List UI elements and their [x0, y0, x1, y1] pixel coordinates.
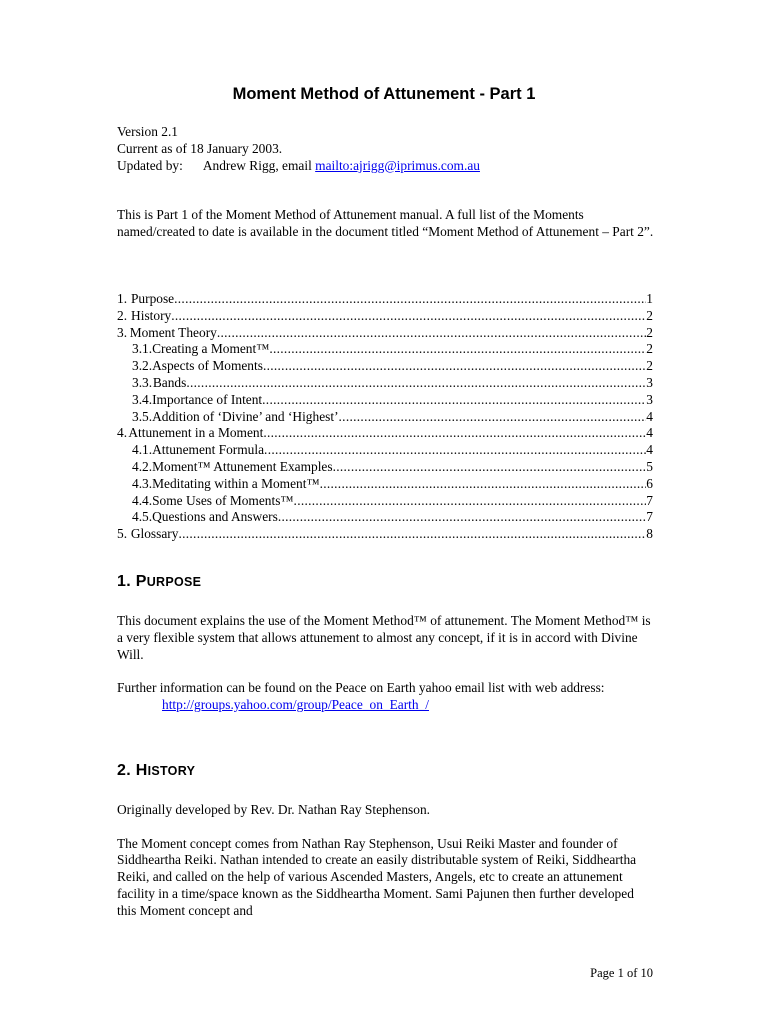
toc-entry[interactable]: [117, 509, 653, 526]
toc-entry-page: 4: [646, 408, 653, 424]
document-title: Moment Method of Attunement - Part 1: [232, 85, 536, 103]
toc-entry[interactable]: [117, 409, 653, 426]
toc-entry-page: 2: [646, 324, 653, 340]
toc-entry-page: 7: [646, 492, 653, 508]
toc-entry-number: 3.1.: [132, 341, 153, 357]
toc-entry-page: 1: [646, 291, 653, 306]
toc-entry[interactable]: [117, 425, 653, 442]
purpose-paragraph-1: This document explains the use of the Moment Method™ of attunement. The Moment Method™ is a very flexible system that allows attunement to almost any concept, if it is in accord with Divine Will.: [117, 613, 651, 662]
updated-by-name: Andrew Rigg, email: [202, 157, 312, 173]
toc-entry-number: 3.4.: [132, 391, 153, 407]
intro-paragraph: This is Part 1 of the Moment Method of Attunement manual. A full list of the Moments named/created to date is available in the document titled “Moment Method of Attunement – Part 2”.: [117, 207, 654, 239]
toc-entry-number: 4.5.: [132, 509, 153, 525]
toc-entry[interactable]: [117, 476, 653, 493]
toc-entry-title: Importance of Intent: [152, 391, 263, 407]
toc-entry-title: Addition of ‘Divine’ and ‘Highest’: [152, 408, 339, 424]
toc-entry-number: 3.3.: [132, 374, 153, 390]
toc-leader-dots: [263, 358, 646, 375]
toc-entry-page: 4: [646, 442, 653, 458]
toc-entry-title: Attunement Formula: [152, 442, 265, 458]
toc-leader-dots: [264, 442, 646, 459]
toc-entry[interactable]: [117, 459, 653, 476]
section-heading-history: 2. HISTORY: [117, 762, 196, 779]
toc-entry[interactable]: [117, 526, 653, 543]
toc-entry-number: 3.: [117, 324, 128, 340]
toc-leader-dots: [171, 308, 646, 325]
toc-entry-number: 3.5.: [132, 408, 153, 424]
toc-leader-dots: [178, 526, 646, 543]
toc-entry-title: Questions and Answers: [152, 509, 278, 525]
toc-entry-page: 2: [646, 358, 653, 374]
toc-leader-dots: [174, 291, 646, 308]
toc-entry[interactable]: [117, 375, 653, 392]
toc-entry-number: 4.1.: [132, 442, 153, 458]
toc-entry-title: Aspects of Moments: [152, 358, 263, 374]
section-heading-purpose: 1. PURPOSE: [117, 573, 202, 590]
toc-entry[interactable]: [117, 325, 653, 342]
toc-entry-page: 8: [646, 526, 653, 542]
toc-entry-page: 5: [646, 458, 653, 474]
updated-by-label: Updated by:: [117, 157, 183, 173]
toc-entry-page: 3: [646, 374, 653, 390]
toc-entry[interactable]: [117, 291, 653, 308]
toc-entry[interactable]: [117, 392, 653, 409]
toc-leader-dots: [278, 509, 646, 526]
toc-entry-title: Moment™ Attunement Examples: [152, 458, 333, 474]
toc-entry-number: 4.: [117, 425, 128, 441]
toc-entry[interactable]: [117, 358, 653, 375]
toc-entry-title: Purpose: [130, 291, 175, 306]
toc-entry[interactable]: [117, 493, 653, 510]
yahoo-group-link[interactable]: http://groups.yahoo.com/group/Peace_on_Earth_/: [162, 696, 430, 712]
updated-by-line: [117, 158, 480, 175]
purpose-paragraph-2: Further information can be found on the Peace on Earth yahoo email list with web address:: [117, 680, 605, 696]
toc-leader-dots: [262, 392, 646, 409]
toc-entry[interactable]: [117, 442, 653, 459]
section-number: 2.: [117, 762, 131, 779]
toc-entry-page: 7: [646, 509, 653, 525]
toc-entry-title: Glossary: [130, 526, 179, 542]
section-number: 1.: [117, 573, 131, 590]
history-body: [117, 802, 652, 920]
toc-entry-title: Moment Theory: [129, 324, 217, 340]
current-date-line: Current as of 18 January 2003.: [117, 140, 283, 156]
toc-entry-page: 2: [646, 307, 653, 323]
toc-entry-number: 4.4.: [132, 492, 153, 508]
toc-entry[interactable]: [117, 341, 653, 358]
toc-entry[interactable]: [117, 308, 653, 325]
toc-entry-page: 4: [646, 425, 653, 441]
history-paragraph-2: The Moment concept comes from Nathan Ray Stephenson, Usui Reiki Master and founder of Siddheartha Reiki. Nathan intended to create an easily distributable system of Reiki, Siddheartha Reiki, and called on the help of various Ascended Masters, Angels, etc to create an attunement facility in a time/space known as the Siddheartha Moment. Sami Pajunen then further developed this Moment concept and: [117, 835, 637, 918]
toc-entry-number: 5.: [117, 526, 128, 542]
table-of-contents: [117, 291, 653, 543]
version-line: Version 2.1: [117, 124, 178, 139]
toc-leader-dots: [333, 459, 647, 476]
toc-entry-title: Creating a Moment™: [152, 341, 270, 357]
history-paragraph-1: Originally developed by Rev. Dr. Nathan Ray Stephenson.: [117, 802, 431, 817]
toc-leader-dots: [186, 375, 646, 392]
toc-entry-page: 6: [646, 475, 653, 491]
toc-leader-dots: [217, 325, 646, 342]
toc-entry-page: 2: [646, 341, 653, 357]
toc-entry-number: 2.: [117, 307, 128, 323]
document-meta: [117, 124, 480, 174]
toc-leader-dots: [339, 409, 647, 426]
purpose-body: [117, 613, 652, 714]
toc-entry-number: 1.: [117, 291, 128, 306]
toc-leader-dots: [269, 341, 646, 358]
toc-entry-title: Bands: [152, 374, 187, 390]
toc-leader-dots: [263, 425, 646, 442]
toc-entry-title: Meditating within a Moment™: [152, 475, 320, 491]
toc-entry-number: 3.2.: [132, 358, 153, 374]
toc-leader-dots: [320, 476, 647, 493]
email-link[interactable]: mailto:ajrigg@iprimus.com.au: [315, 157, 480, 173]
page-footer: Page 1 of 10: [590, 966, 653, 980]
toc-entry-title: Some Uses of Moments™: [152, 492, 294, 508]
toc-entry-title: Attunement in a Moment: [128, 425, 264, 441]
toc-entry-number: 4.2.: [132, 458, 153, 474]
toc-entry-title: History: [131, 307, 172, 323]
toc-entry-page: 3: [646, 391, 653, 407]
toc-entry-number: 4.3.: [132, 475, 153, 491]
toc-leader-dots: [294, 493, 647, 510]
